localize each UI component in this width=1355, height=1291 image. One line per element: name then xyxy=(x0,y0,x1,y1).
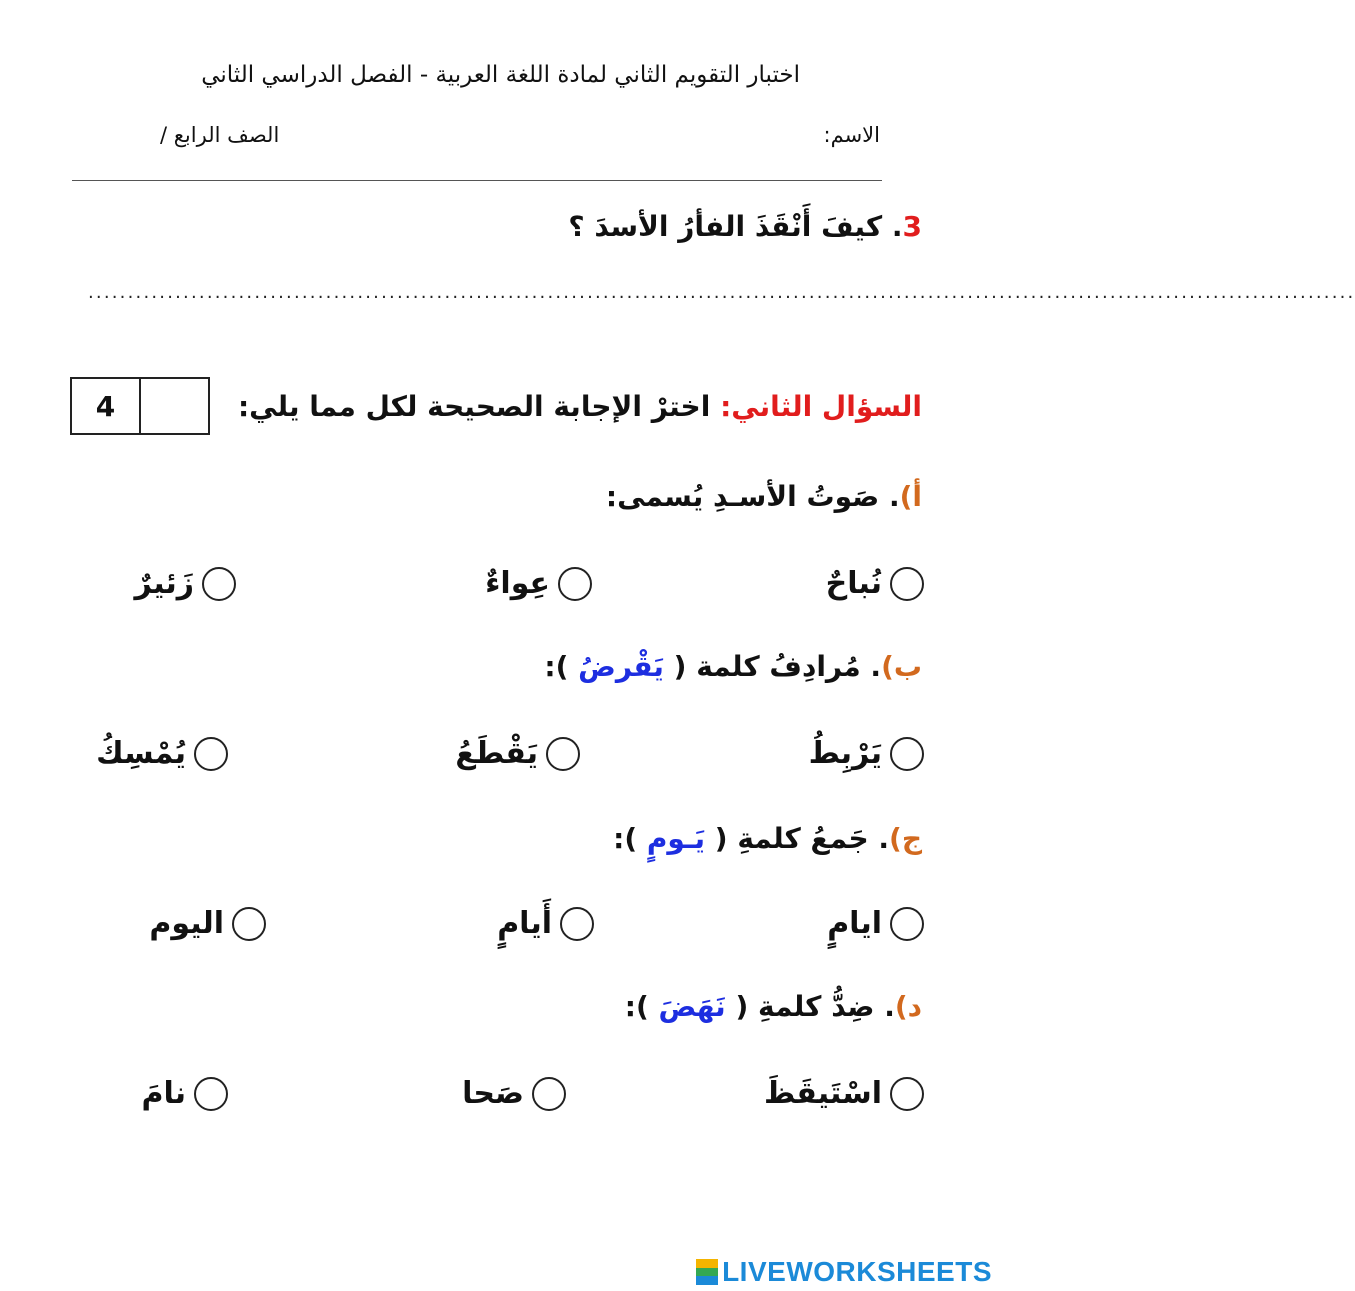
item-d-option-3[interactable] xyxy=(141,1076,228,1111)
option-label: اليوم xyxy=(149,906,224,941)
item-c-text: . جَمعُ كلمةِ ( xyxy=(714,822,890,855)
radio-circle-icon[interactable] xyxy=(560,907,594,941)
option-label: ايامٍ xyxy=(827,906,882,941)
header-divider xyxy=(72,180,882,181)
page-title: اختبار التقويم الثاني لمادة اللغة العربية - الفصل الدراسي الثاني xyxy=(201,62,800,88)
option-label: أَيامٍ xyxy=(497,906,552,941)
item-a-text: . صَوتُ الأسـدِ يُسمى: xyxy=(605,480,900,513)
radio-circle-icon[interactable] xyxy=(194,1077,228,1111)
item-b-option-3[interactable] xyxy=(96,736,228,771)
item-c-prompt xyxy=(613,822,922,855)
item-a-option-3[interactable] xyxy=(135,566,236,601)
option-label: عِواءٌ xyxy=(485,566,550,601)
radio-circle-icon[interactable] xyxy=(890,907,924,941)
score-value: 4 xyxy=(95,389,116,423)
item-d-option-2[interactable] xyxy=(462,1076,566,1111)
item-c-option-3[interactable] xyxy=(149,906,266,941)
item-d-prompt xyxy=(625,990,922,1023)
radio-circle-icon[interactable] xyxy=(202,567,236,601)
score-input[interactable] xyxy=(139,379,208,433)
option-label: صَحا xyxy=(462,1076,524,1111)
item-b-prompt xyxy=(544,650,922,683)
radio-circle-icon[interactable] xyxy=(558,567,592,601)
radio-circle-icon[interactable] xyxy=(232,907,266,941)
item-b-option-2[interactable] xyxy=(455,736,580,771)
item-b-option-1[interactable] xyxy=(809,736,924,771)
item-b-highlight: يَقْرضُ xyxy=(568,650,674,683)
radio-circle-icon[interactable] xyxy=(194,737,228,771)
item-a-option-2[interactable] xyxy=(485,566,592,601)
option-label: نُباحٌ xyxy=(825,566,882,601)
option-label: زَئيرٌ xyxy=(134,566,194,601)
option-label: يُمْسِكُ xyxy=(96,736,186,771)
score-box xyxy=(70,377,210,435)
item-c-option-2[interactable] xyxy=(497,906,594,941)
liveworksheets-logo-icon xyxy=(696,1259,718,1285)
item-c-suffix: ): xyxy=(613,822,638,855)
radio-circle-icon[interactable] xyxy=(890,737,924,771)
question-2 xyxy=(238,390,922,423)
item-a-option-1[interactable] xyxy=(826,566,924,601)
option-label: يَرْبِطُ xyxy=(808,736,882,771)
brand-text: LIVEWORKSHEETS xyxy=(722,1256,992,1287)
item-b-suffix: ): xyxy=(544,650,569,683)
item-b-text: . مُرادِفُ كلمة ( xyxy=(673,650,882,683)
grade-label: الصف الرابع / xyxy=(160,123,280,147)
item-b-letter: ب) xyxy=(881,650,922,683)
item-c-letter: ج) xyxy=(889,822,922,855)
item-d-highlight: نَهَضَ xyxy=(648,990,736,1023)
question-3-text: . كيفَ أَنْقَذَ الفأرُ الأسدَ ؟ xyxy=(568,210,903,243)
option-label: نامَ xyxy=(141,1076,186,1111)
item-a-prompt xyxy=(606,480,922,513)
radio-circle-icon[interactable] xyxy=(532,1077,566,1111)
radio-circle-icon[interactable] xyxy=(890,567,924,601)
brand-logo xyxy=(696,1256,992,1288)
item-d-letter: د) xyxy=(894,990,922,1023)
name-label: الاسم: xyxy=(823,123,880,147)
item-a-letter: أ) xyxy=(899,480,922,513)
question-3 xyxy=(568,210,922,243)
question-2-text: اخترْ الإجابة الصحيحة لكل مما يلي: xyxy=(237,390,721,423)
question-2-label: السؤال الثاني: xyxy=(720,390,922,423)
item-d-text: . ضِدُّ كلمةِ ( xyxy=(735,990,895,1023)
option-label: اسْتَيقَظَ xyxy=(764,1076,882,1111)
item-d-option-1[interactable] xyxy=(764,1076,924,1111)
item-c-highlight: يَـومٍ xyxy=(637,822,715,855)
question-3-number: 3 xyxy=(902,210,922,243)
item-d-suffix: ): xyxy=(624,990,649,1023)
item-c-option-1[interactable] xyxy=(827,906,924,941)
answer-line[interactable]: ................................................................................................................................................................ xyxy=(88,282,1355,303)
radio-circle-icon[interactable] xyxy=(546,737,580,771)
radio-circle-icon[interactable] xyxy=(890,1077,924,1111)
option-label: يَقْطَعُ xyxy=(455,736,538,771)
